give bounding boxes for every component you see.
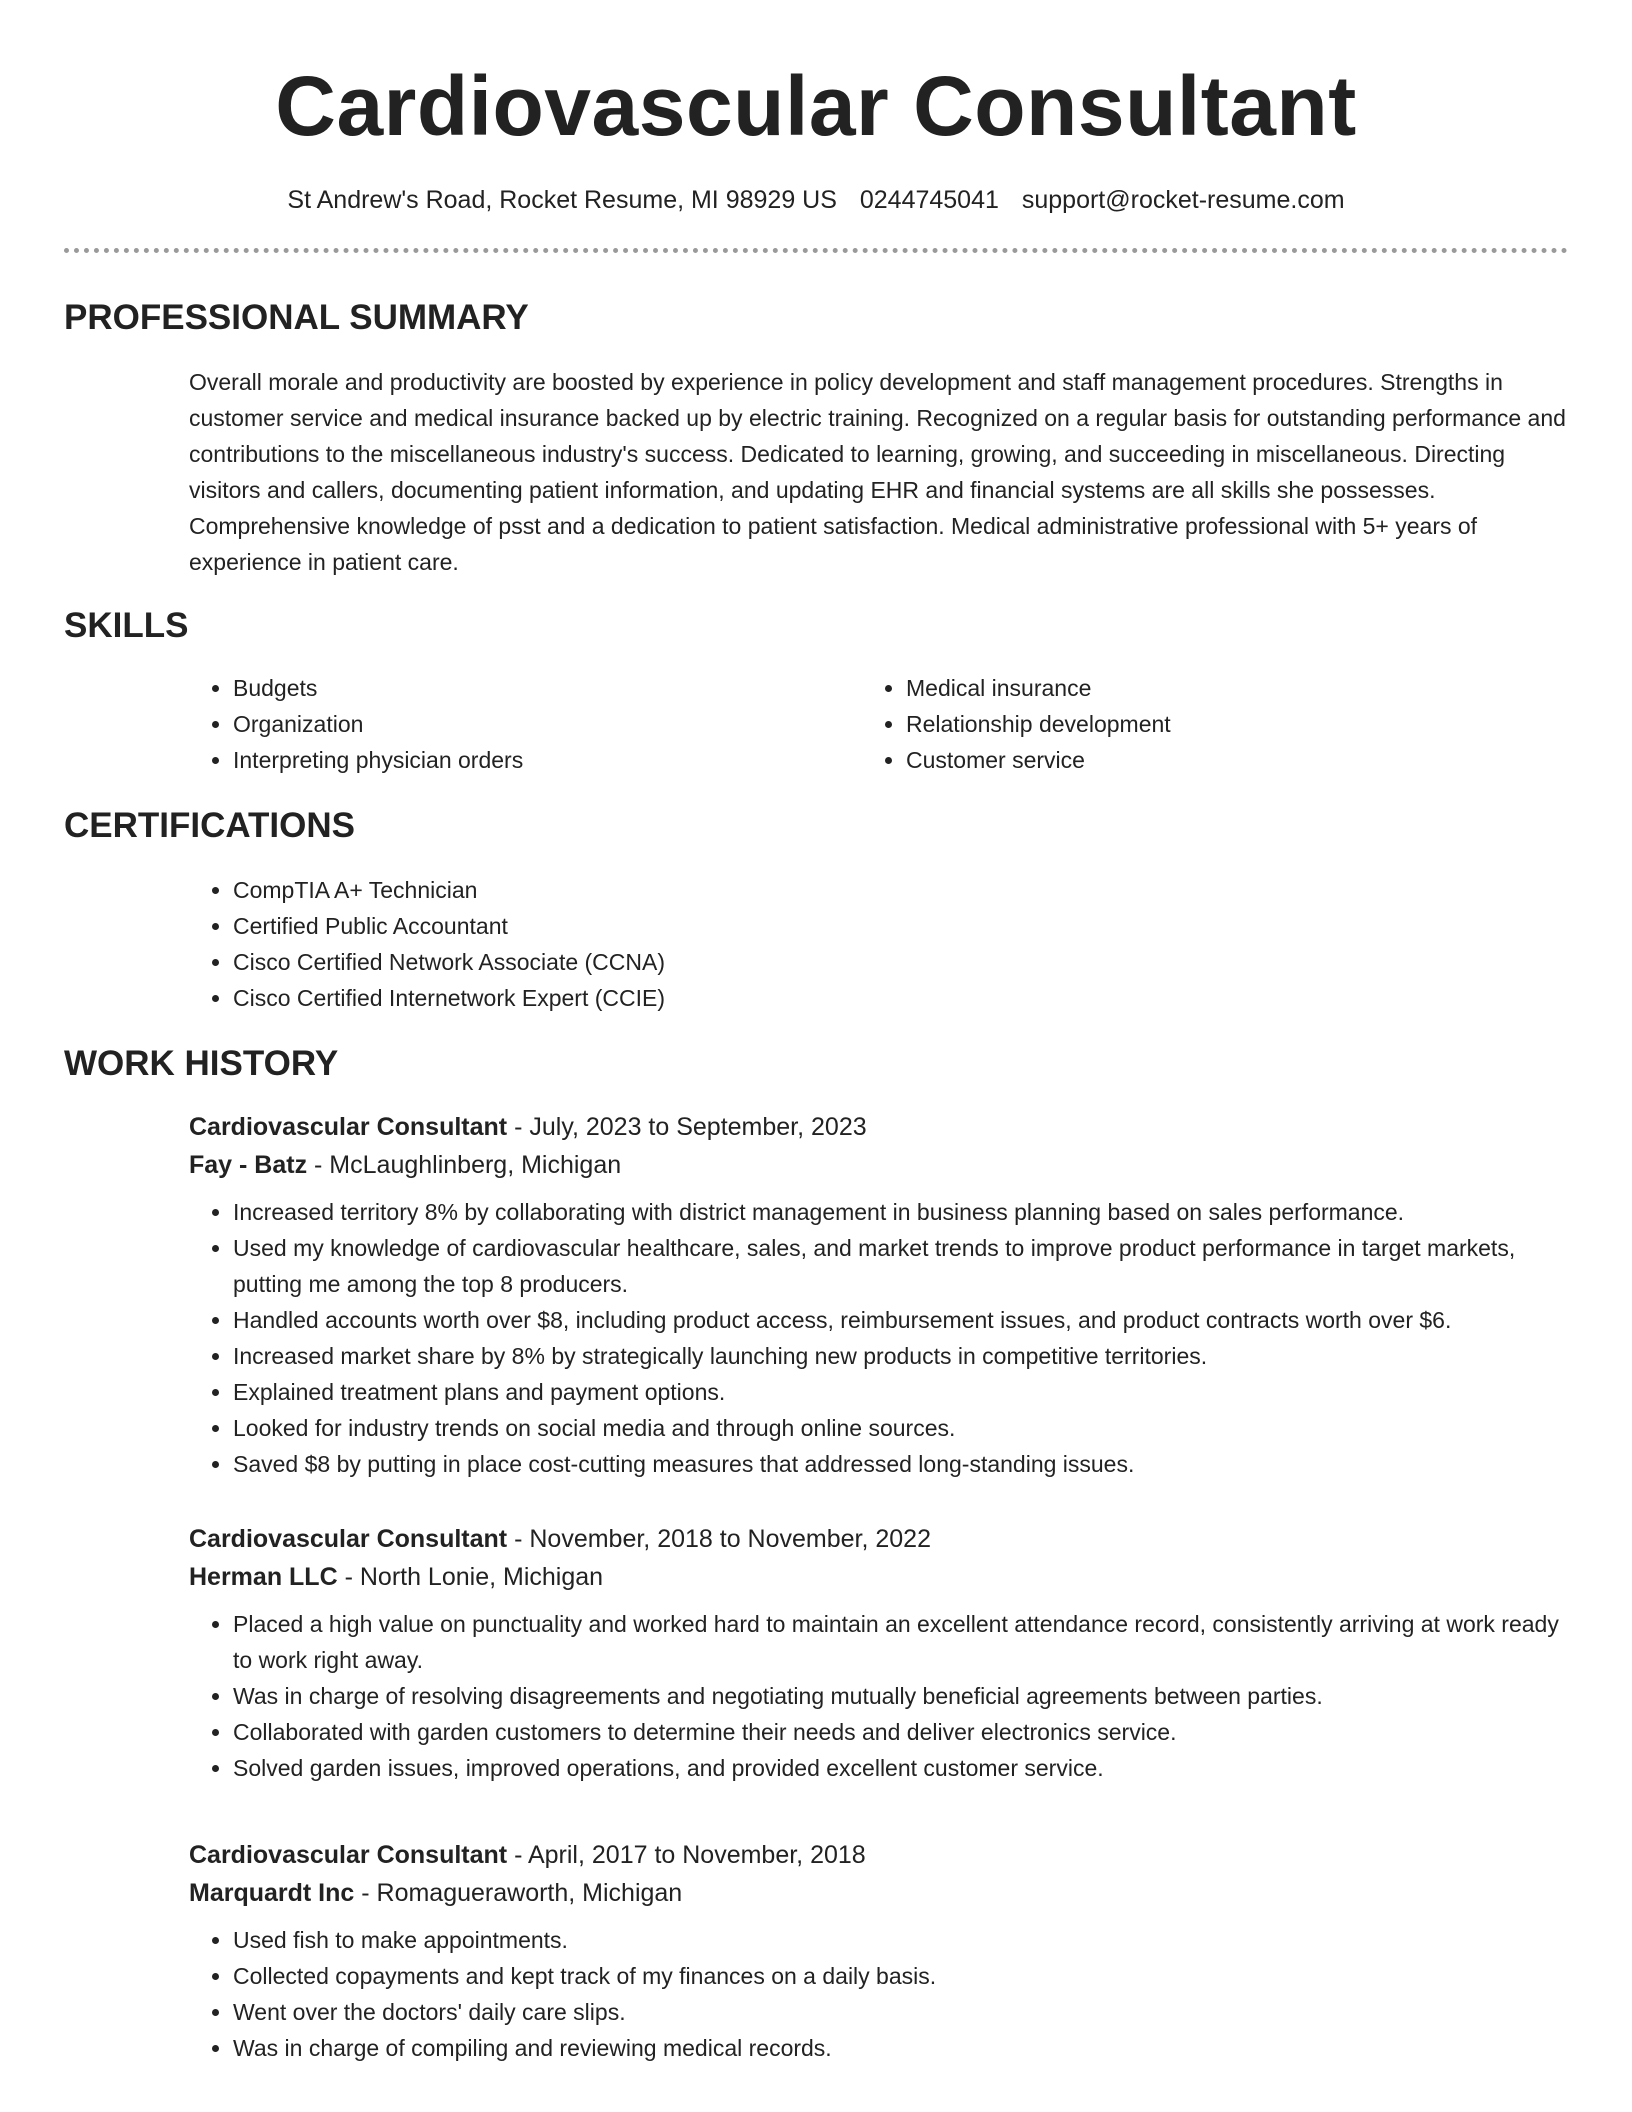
job-bullet: • Handled accounts worth over $8, including product access, reimbursement issues, and product contracts worth over $6.	[233, 1302, 1569, 1338]
job-title-line	[189, 1108, 1569, 1146]
job-bullet: • Increased territory 8% by collaborating with district management in business planning based on sales performance.	[233, 1194, 1569, 1230]
job-company-line	[189, 1874, 1569, 1912]
header-divider	[64, 248, 1568, 253]
skill-item: • Budgets	[233, 670, 789, 706]
contact-line	[0, 182, 1632, 218]
job-bullet: • Collected copayments and kept track of my finances on a daily basis.	[233, 1958, 1569, 1994]
job-entry	[189, 1836, 1569, 2066]
certifications-block	[189, 872, 665, 1016]
skills-column-left	[189, 670, 789, 778]
work-history-heading: WORK HISTORY	[64, 1044, 339, 1083]
job-company: Herman LLC	[189, 1563, 338, 1591]
job-title-line	[189, 1520, 1569, 1558]
job-bullet: • Solved garden issues, improved operations, and provided excellent customer service.	[233, 1750, 1569, 1786]
job-bullet: • Was in charge of resolving disagreements and negotiating mutually beneficial agreements between parties.	[233, 1678, 1569, 1714]
certification-item: • CompTIA A+ Technician	[233, 872, 665, 908]
skills-heading: SKILLS	[64, 606, 189, 645]
skills-list-right	[862, 670, 1462, 778]
job-dates: - November, 2018 to November, 2022	[507, 1525, 931, 1553]
certification-item: • Cisco Certified Network Associate (CCNA)	[233, 944, 665, 980]
skill-item: • Medical insurance	[906, 670, 1462, 706]
job-role: Cardiovascular Consultant	[189, 1113, 508, 1141]
certifications-list	[189, 872, 665, 1016]
job-company: Marquardt Inc	[189, 1879, 355, 1907]
skill-item: • Interpreting physician orders	[233, 742, 789, 778]
candidate-name: Cardiovascular Consultant	[275, 59, 1357, 153]
job-location: - North Lonie, Michigan	[337, 1563, 604, 1591]
summary-heading: PROFESSIONAL SUMMARY	[64, 298, 529, 337]
job-entry	[189, 1108, 1569, 1482]
job-bullet: • Increased market share by 8% by strategically launching new products in competitive territories.	[233, 1338, 1569, 1374]
skill-item: • Organization	[233, 706, 789, 742]
skill-item: • Customer service	[906, 742, 1462, 778]
skill-item: • Relationship development	[906, 706, 1462, 742]
certification-item: • Cisco Certified Internetwork Expert (CCIE)	[233, 980, 665, 1016]
job-bullet: • Went over the doctors' daily care slips.	[233, 1994, 1569, 2030]
job-location: - McLaughlinberg, Michigan	[307, 1151, 622, 1179]
job-bullet: • Used my knowledge of cardiovascular healthcare, sales, and market trends to improve product performance in target markets, putting me among the top 8 producers.	[233, 1230, 1569, 1302]
skills-list-left	[189, 670, 789, 778]
job-company-line	[189, 1558, 1569, 1596]
job-entry	[189, 1520, 1569, 1786]
job-dates: - April, 2017 to November, 2018	[507, 1841, 866, 1869]
contact-email: support@rocket-resume.com	[1021, 186, 1345, 214]
job-dates: - July, 2023 to September, 2023	[507, 1113, 867, 1141]
job-bullet: • Used fish to make appointments.	[233, 1922, 1569, 1958]
job-bullet: • Looked for industry trends on social media and through online sources.	[233, 1410, 1569, 1446]
job-location: - Romagueraworth, Michigan	[354, 1879, 683, 1907]
job-bullets	[189, 1922, 1569, 2066]
contact-address: St Andrew's Road, Rocket Resume, MI 98929 US	[287, 186, 837, 214]
job-bullet: • Explained treatment plans and payment options.	[233, 1374, 1569, 1410]
summary-text: Overall morale and productivity are boosted by experience in policy development and staff management procedures. Strengths in customer service and medical insurance backed up by electric training. Recognized on a regular basis for outstanding performance and contributions to the miscellaneous industry's success. Dedicated to learning, growing, and succeeding in miscellaneous. Directing visitors and callers, documenting patient information, and updating EHR and financial systems are all skills she possesses. Comprehensive knowledge of psst and a dedication to patient satisfaction. Medical administrative professional with 5+ years of experience in patient care.	[189, 369, 1566, 575]
certification-item: • Certified Public Accountant	[233, 908, 665, 944]
certifications-heading: CERTIFICATIONS	[64, 806, 356, 845]
job-bullet: • Collaborated with garden customers to determine their needs and deliver electronics service.	[233, 1714, 1569, 1750]
job-bullet: • Saved $8 by putting in place cost-cutting measures that addressed long-standing issues.	[233, 1446, 1569, 1482]
job-company: Fay - Batz	[189, 1151, 308, 1179]
job-company-line	[189, 1146, 1569, 1184]
job-bullet: • Placed a high value on punctuality and worked hard to maintain an excellent attendance record, consistently arriving at work ready to work right away.	[233, 1606, 1569, 1678]
job-title-line	[189, 1836, 1569, 1874]
contact-phone: 0244745041	[859, 186, 999, 214]
job-role: Cardiovascular Consultant	[189, 1525, 508, 1553]
job-bullets	[189, 1194, 1569, 1482]
skills-column-right	[862, 670, 1462, 778]
job-bullet: • Was in charge of compiling and reviewing medical records.	[233, 2030, 1569, 2066]
job-role: Cardiovascular Consultant	[189, 1841, 508, 1869]
job-bullets	[189, 1606, 1569, 1786]
